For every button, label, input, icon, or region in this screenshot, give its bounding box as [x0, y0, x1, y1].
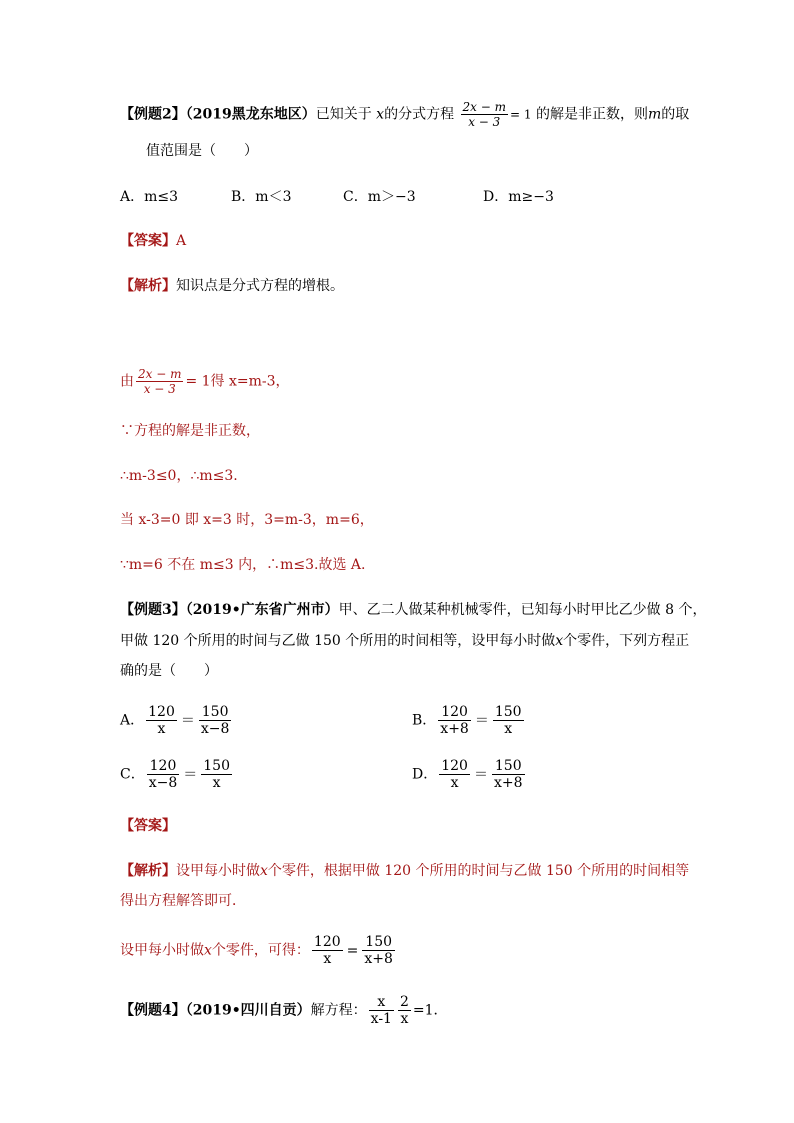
- ex3-analysis-line1: 【解析】设甲每小时做x个零件，根据甲做 120 个所用的时间与乙做 150 个所用的时间相等: [120, 863, 690, 879]
- ex2-var-x: x: [376, 106, 385, 123]
- ex2-analysis: [120, 276, 344, 296]
- ex2-solution-line4: 当 x-3=0 即 x=3 时，3=m-3，m=6，: [120, 512, 374, 528]
- ex2-answer-value: A: [176, 233, 187, 249]
- ex2-text: 的取: [661, 106, 690, 123]
- ex2-eq-rhs: = 1: [510, 107, 532, 122]
- ex3-solution: 设甲每小时做x个零件，可得： $\frac{120}{x}$ = $\frac{150}{x+8}$: [120, 934, 393, 967]
- ex2-solution-line3: ∴m-3≤0，∴m≤3.: [120, 468, 238, 484]
- ex2-solution-line1: 由 $\frac{2x - m}{x - 3}$ = 1得 x=m-3，: [120, 367, 290, 396]
- ex2-option-b: B．m＜3: [231, 189, 292, 205]
- ex2-text: 的解是非正数，则: [535, 106, 648, 123]
- ex2-option-c: C．m＞−3: [343, 189, 416, 205]
- ex2-answer-tag: 【答案】: [120, 233, 176, 249]
- ex3-question-line3: 确的是（ ）: [120, 663, 218, 679]
- ex2-analysis-tag: 【解析】: [120, 278, 176, 294]
- ex2-analysis-text: 知识点是分式方程的增根。: [176, 278, 344, 294]
- ex2-option-a: A．m≤3: [120, 189, 179, 205]
- ex2-tag: 【例题2】: [120, 106, 186, 123]
- ex4-question: 【例题4】（2019•四川自贡）解方程： $\frac{x}{x-1}$ $\frac{2}{x}$ =1．: [120, 994, 448, 1027]
- ex4-source: （2019•四川自贡）: [185, 1002, 311, 1019]
- ex3-option-c: C． $\frac{120}{x-8}$ ＝ $\frac{150}{x}$: [120, 758, 230, 791]
- ex2-option-d: D．m≥−3: [483, 189, 554, 205]
- ex2-solution-fraction: $\frac{2x - m}{x - 3}$: [138, 367, 182, 396]
- ex3-tag: 【例题3】: [120, 602, 186, 618]
- ex2-question-line2: 值范围是（ ）: [146, 143, 258, 159]
- ex2-question-line1: [120, 100, 689, 129]
- ex2-solution-line2: ∵方程的解是非正数，: [120, 423, 260, 439]
- ex3-source: （2019•广东省广州市）: [185, 602, 339, 618]
- ex2-solution-line5: ∵m=6 不在 m≤3 内，∴m≤3.故选 A.: [120, 557, 366, 573]
- ex4-tag: 【例题4】: [120, 1002, 186, 1019]
- ex2-source: （2019黑龙东地区）: [185, 106, 316, 123]
- ex3-answer-tag: 【答案】: [120, 818, 176, 834]
- ex3-answer: [120, 816, 176, 836]
- ex3-question-line2: 甲做 120 个所用的时间与乙做 150 个所用的时间相等，设甲每小时做x个零件，下列方程正: [120, 633, 690, 649]
- ex2-text: 已知关于: [315, 106, 372, 123]
- ex2-answer: [120, 231, 186, 251]
- ex3-option-d: D． $\frac{120}{x}$ ＝ $\frac{150}{x+8}$: [412, 758, 523, 791]
- ex3-analysis-line2: 得出方程解答即可．: [120, 893, 246, 909]
- ex2-fraction: $\frac{2x - m}{x - 3}$: [462, 100, 506, 129]
- ex2-text: 的分式方程: [384, 106, 455, 123]
- ex3-question-line1: 【例题3】（2019•广东省广州市）甲、乙二人做某种机械零件，已知每小时甲比乙少做 8 个，: [120, 602, 707, 618]
- ex3-option-b: B． $\frac{120}{x+8}$ ＝ $\frac{150}{x}$: [412, 704, 522, 737]
- ex2-var-m: m: [647, 106, 662, 123]
- ex3-option-a: A． $\frac{120}{x}$ ＝ $\frac{150}{x-8}$: [120, 704, 230, 737]
- ex3-analysis-tag: 【解析】: [120, 863, 176, 879]
